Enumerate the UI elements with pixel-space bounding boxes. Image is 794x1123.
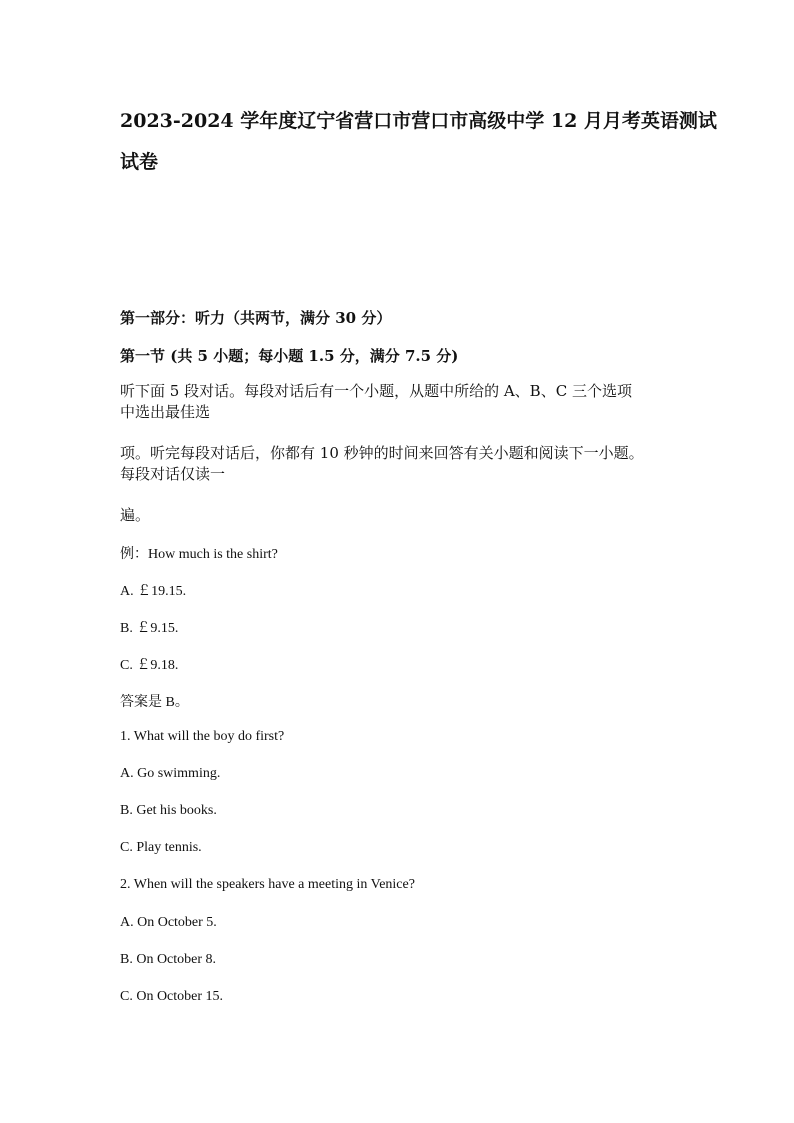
instruction-line: 遍。 xyxy=(120,506,151,524)
question-1: 1. What will the boy do first? xyxy=(120,729,285,744)
instruction-line: 中选出最佳选 xyxy=(120,403,211,421)
document-title-line-1: 2023-2024 学年度辽宁省营口市营口市高级中学 12 月月考英语测试 xyxy=(120,110,717,132)
question-1-option-b: B. Get his books. xyxy=(120,803,217,818)
example-option: A. ￡19.15. xyxy=(120,584,187,599)
example-option: C. ￡9.18. xyxy=(120,658,179,673)
instruction-line: 每段对话仅读一 xyxy=(120,465,226,483)
question-2-option-b: B. On October 8. xyxy=(120,952,217,967)
instruction-line: 听下面 5 段对话。每段对话后有一个小题，从题中所给的 A、B、C 三个选项 xyxy=(120,382,632,400)
question-1-option-c: C. Play tennis. xyxy=(120,840,202,855)
part-heading: 第一部分：听力（共两节，满分 30 分） xyxy=(120,309,392,327)
section-heading: 第一节 (共 5 小题；每小题 1.5 分，满分 7.5 分) xyxy=(120,347,459,365)
example-answer: 答案是 B。 xyxy=(120,695,189,710)
question-2-option-c: C. On October 15. xyxy=(120,989,224,1004)
question-1-option-a: A. Go swimming. xyxy=(120,766,221,781)
example-option: B. ￡9.15. xyxy=(120,621,179,636)
document-title-line-2: 试卷 xyxy=(120,151,159,173)
question-2-option-a: A. On October 5. xyxy=(120,915,217,930)
instruction-line: 项。听完每段对话后，你都有 10 秒钟的时间来回答有关小题和阅读下一小题。 xyxy=(120,444,644,462)
question-2: 2. When will the speakers have a meeting in Venice? xyxy=(120,877,415,892)
example-question: 例：How much is the shirt? xyxy=(120,547,278,562)
